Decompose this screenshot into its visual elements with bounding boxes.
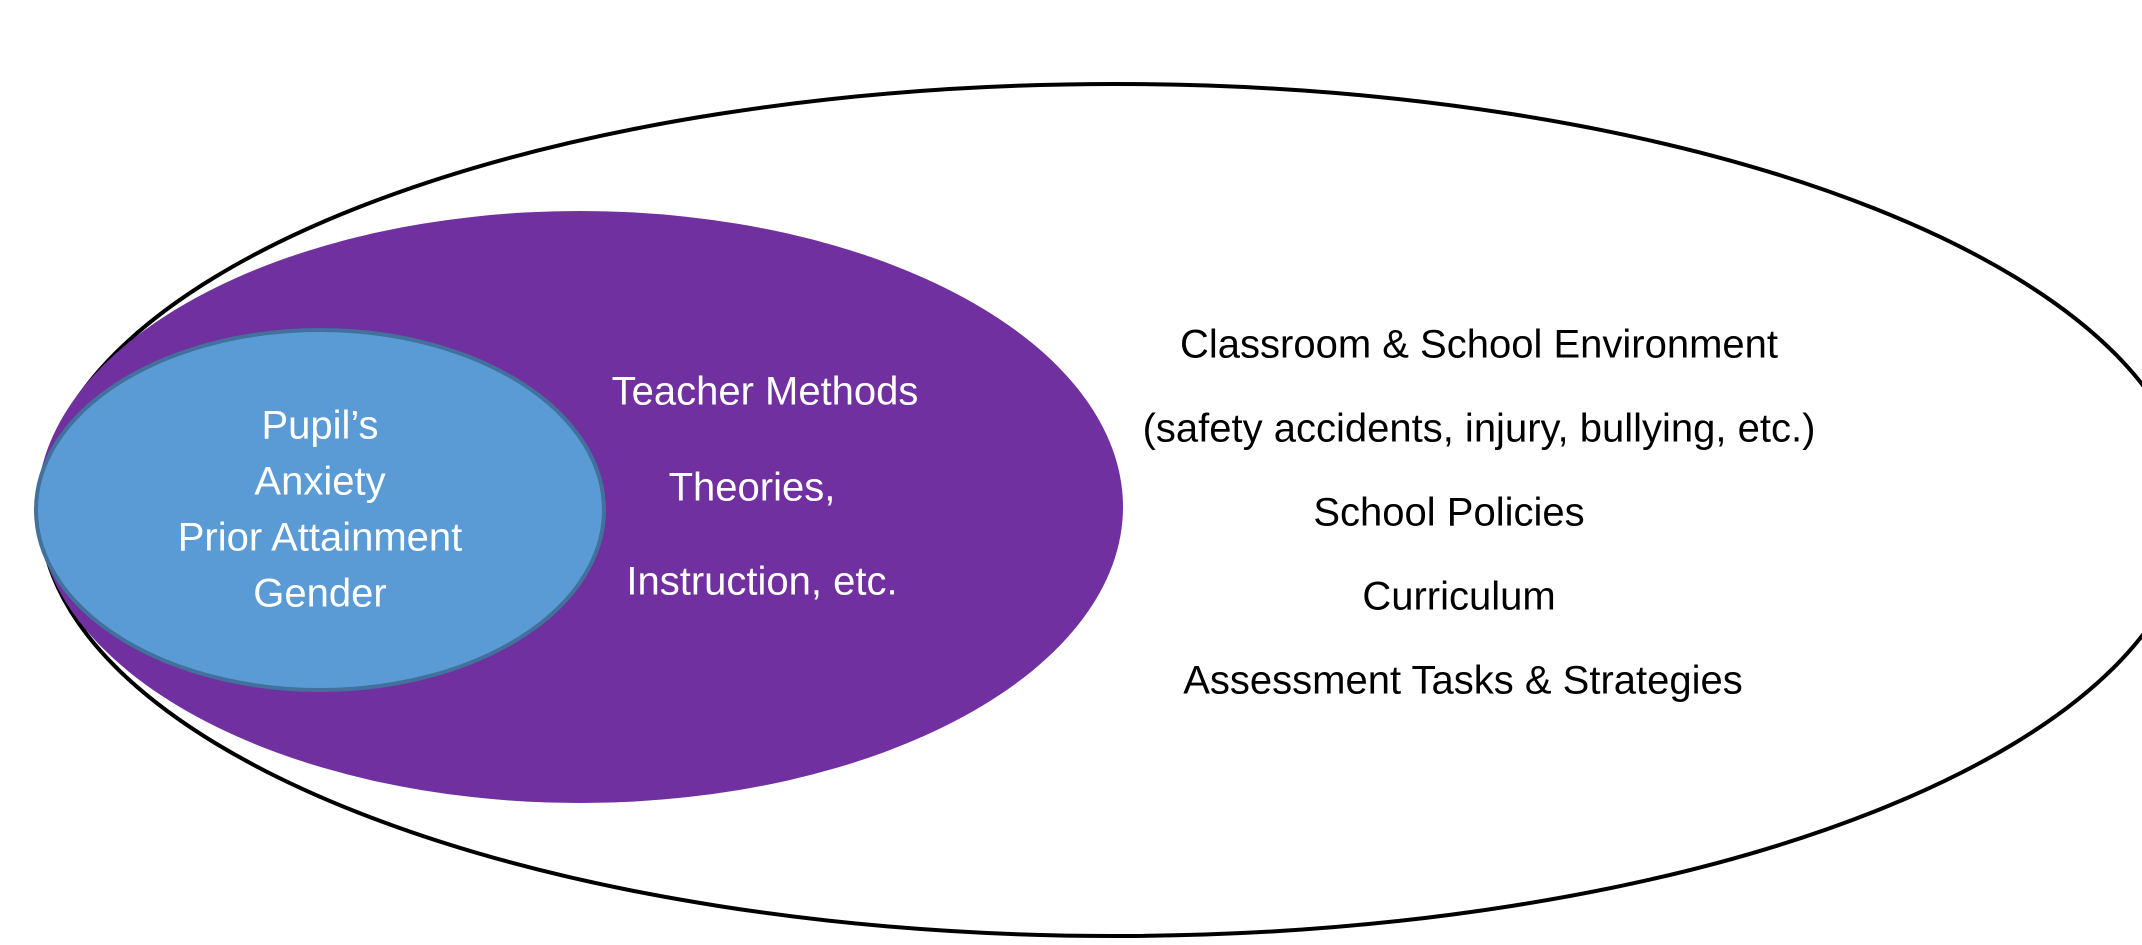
outer-label-curriculum: Curriculum: [1362, 574, 1556, 619]
middle-label-teacher-methods: Teacher Methods: [611, 369, 919, 414]
outer-label-classroom-environment: Classroom & School Environment: [1179, 322, 1779, 367]
inner-label-prior-attainment: Prior Attainment: [177, 515, 463, 560]
outer-label-school-policies: School Policies: [1313, 490, 1585, 535]
outer-label-safety: (safety accidents, injury, bullying, etc.): [1142, 406, 1816, 451]
inner-ellipse: [36, 330, 604, 690]
inner-label-anxiety: Anxiety: [254, 459, 386, 504]
outer-label-assessment: Assessment Tasks & Strategies: [1183, 658, 1743, 703]
inner-label-gender: Gender: [253, 571, 387, 616]
middle-label-theories: Theories,: [668, 465, 836, 510]
middle-label-instruction: Instruction, etc.: [626, 559, 898, 604]
inner-label-pupils: Pupil’s: [261, 403, 379, 448]
